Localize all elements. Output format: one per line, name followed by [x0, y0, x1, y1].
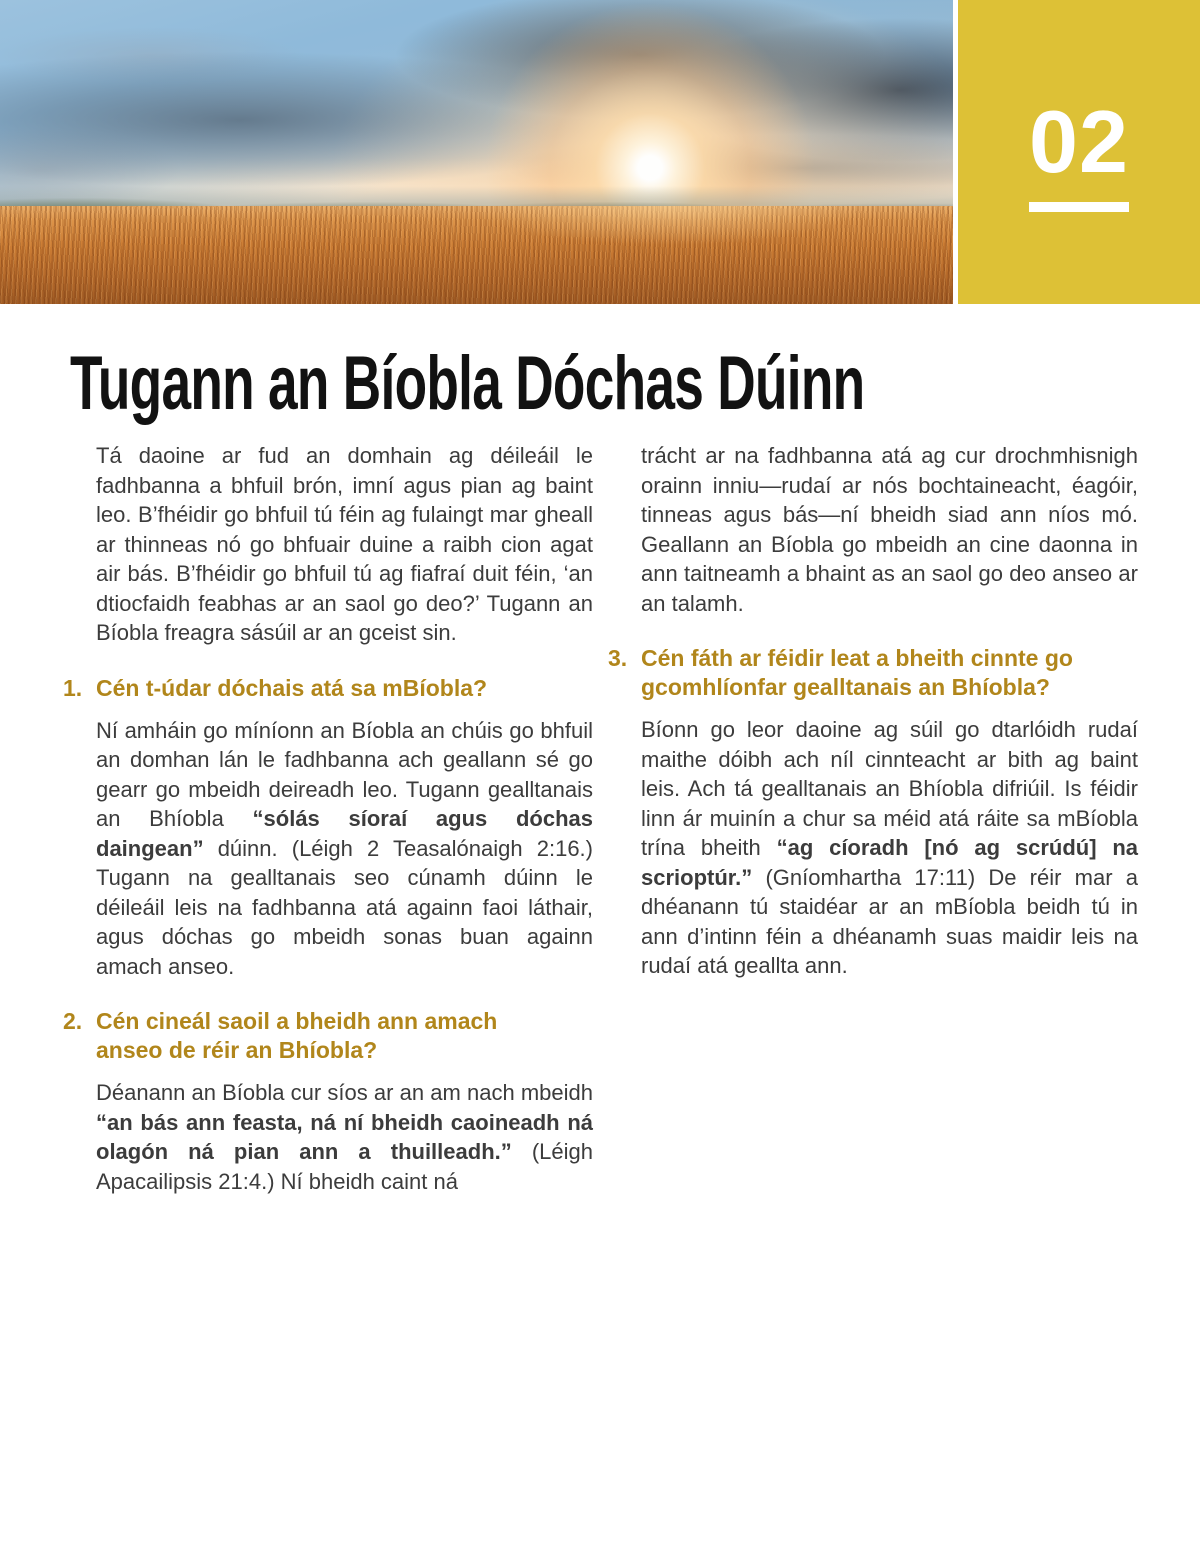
lesson-number: 02 — [1029, 98, 1129, 212]
question-3-number: 3. — [608, 645, 628, 671]
wheat-field-sunset-photo — [0, 0, 953, 304]
question-2-paragraph-continued: trácht ar na fadhbanna atá ag cur drochmhisnigh orainn inniu—rudaí ar nós bochtaineacht, éagóir, tinneas agus bás—ní bheidh siad ann níos mó. Geallann an Bíobla go mbeidh an cine daonna in ann taitneamh a bhaint as an saol go deo anseo ar an talamh. — [641, 443, 1138, 616]
intro-paragraph: Tá daoine ar fud an domhain ag déileáil le fadhbanna a bhfuil brón, imní agus pian ag baint leo. B’fhéidir go bhfuil tú féin ag fulaingt mar gheall ar thinneas nó go bhfuair duine a raibh cion agat air bás. B’fhéidir go bhfuil tú ag fiafraí duit féin, ‘an dtiocfaidh feabhas ar an saol go deo?’ Tugann an Bíobla freagra sásúil ar an gceist sin. — [96, 443, 593, 645]
question-2-text: Cén cineál saoil a bheidh ann amach anseo de réir an Bhíobla? — [96, 1008, 498, 1063]
right-column — [608, 441, 1138, 1196]
question-2-number: 2. — [63, 1008, 83, 1034]
question-2-heading — [63, 1007, 593, 1065]
question-1-text: Cén t-údar dóchais atá sa mBíobla? — [96, 674, 488, 701]
left-column — [63, 441, 593, 1196]
question-1-heading — [63, 674, 593, 703]
question-1-number: 1. — [63, 674, 83, 701]
question-2-paragraph: Déanann an Bíobla cur síos ar an am nach mbeidh “an bás ann feasta, ná ní bheidh caoineadh ná olagón ná pian ann a thuilleadh.” (Léigh Apacailipsis 21:4.) Ní bheidh caint ná — [96, 1080, 593, 1194]
question-1-paragraph: Ní amháin go míníonn an Bíobla an chúis go bhfuil an domhan lán le fadhbanna ach geallann sé go gearr go mbeidh deireadh leo. Tugann gealltanais an Bhíobla “sólás síoraí agus dóchas daingean” dúinn. (Léigh 2 Teasalónaigh 2:16.) Tugann na gealltanais seo cúnamh dúinn le déileáil leis na fadhbanna atá againn faoi láthair, agus dóchas go mbeidh sonas buan againn amach anseo. — [96, 717, 593, 979]
wheat-field — [0, 206, 953, 304]
question-3-paragraph: Bíonn go leor daoine ag súil go dtarlóidh rudaí maithe dóibh ach níl cinnteacht ar bith ag baint leis. Ach tá gealltanais an Bhíobla difriúil. Is féidir linn ár muinín a chur sa méid atá ráite sa mBíobla trína bheith “ag cíoradh [nó ag scrúdú] na scrioptúr.” (Gníomhartha 17:11) De réir mar a dhéanann tú staidéar ar an mBíobla beidh tú in ann d’intinn féin a dhéanamh suas maidir leis na rudaí atá geallta ann. — [641, 717, 1139, 978]
question-3-heading — [608, 644, 1138, 702]
page-title: Tugann an Bíobla Dóchas Dúinn — [70, 341, 865, 426]
content-columns — [63, 441, 1138, 1196]
lesson-number-block — [958, 0, 1200, 304]
question-3-text: Cén fáth ar féidir leat a bheith cinnte go gcomhlíonfar gealltanais an Bhíobla? — [641, 645, 1073, 700]
